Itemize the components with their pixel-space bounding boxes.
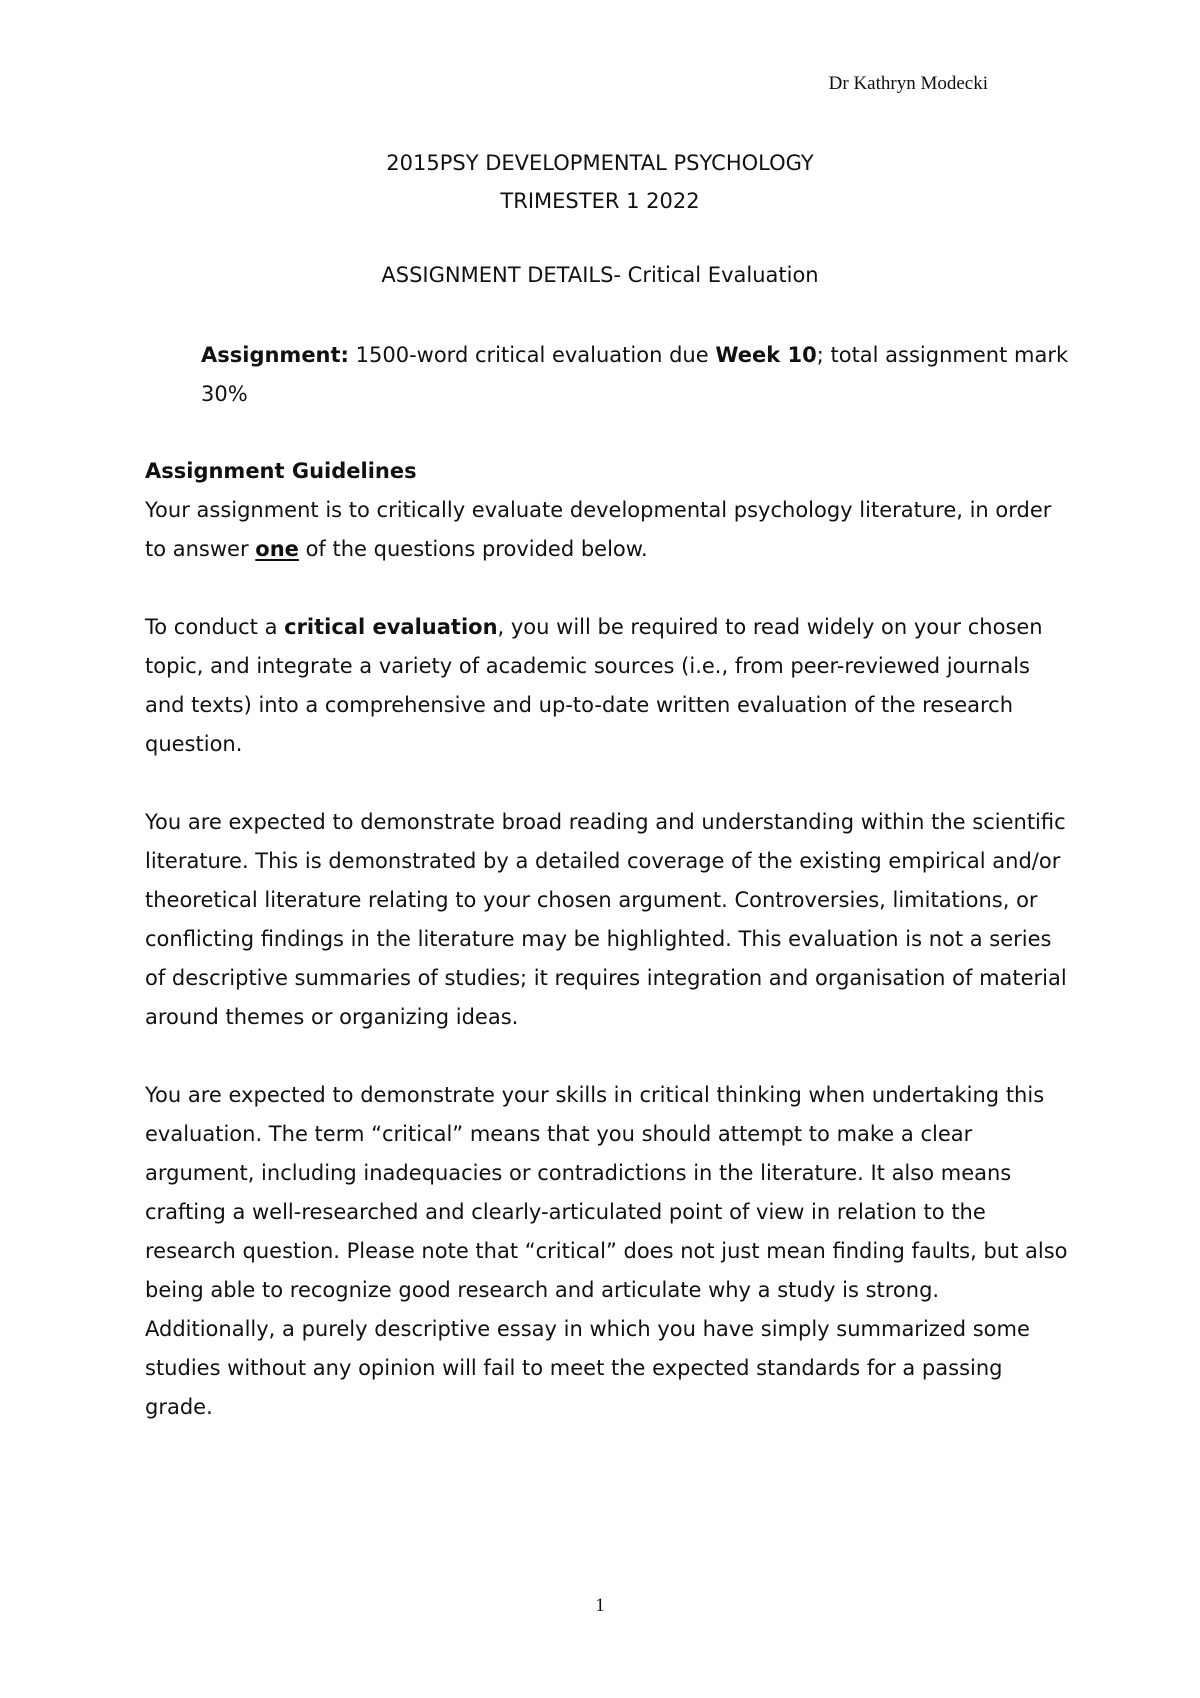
p2-emphasis: critical evaluation: [284, 615, 498, 639]
header-author: Dr Kathryn Modecki: [828, 73, 988, 94]
subtitle-prefix: ASSIGNMENT DETAILS-: [381, 263, 621, 287]
assignment-text-2: ; total assignment mark 30%: [201, 343, 1069, 406]
p2-text-b: , you will be required to read widely on your chosen topic, and integrate a variety of academic sources (i.e., from peer-reviewed journals and texts) into a comprehensive and up-to-date written evaluation of the research question.: [145, 615, 1043, 756]
course-title: 2015PSY DEVELOPMENTAL PSYCHOLOGY: [386, 151, 814, 175]
guidelines-paragraph-4: You are expected to demonstrate your skills in critical thinking when undertaking this evaluation. The term “critical” means that you should attempt to make a clear argument, including inadequacies or contradictions in the literature. It also means crafting a well-researched and clearly-articulated point of view in relation to the research question. Please note that “critical” does not just mean finding faults, but also being able to recognize good research and articulate why a study is strong. Additionally, a purely descriptive essay in which you have simply summarized some studies without any opinion will fail to meet the expected standards for a passing grade.: [145, 1083, 1068, 1419]
guidelines-paragraph-2: [145, 608, 1075, 764]
guidelines-heading: Assignment Guidelines: [145, 459, 417, 483]
p1-emphasis: one: [255, 537, 299, 561]
assignment-summary: [201, 336, 1071, 414]
assignment-subtitle: [0, 260, 1200, 290]
p1-text-a: Your assignment is to critically evaluate developmental psychology literature, in order to answer: [145, 498, 1052, 561]
guidelines-paragraph-1: [145, 491, 1075, 569]
assignment-label: Assignment:: [201, 343, 349, 367]
guidelines-paragraph-3: You are expected to demonstrate broad reading and understanding within the scientific literature. This is demonstrated by a detailed coverage of the existing empirical and/or theoretical literature relating to your chosen argument. Controversies, limitations, or conflicting findings in the literature may be highlighted. This evaluation is not a series of descriptive summaries of studies; it requires integration and organisation of material around themes or organizing ideas.: [145, 810, 1067, 1029]
p2-text-a: To conduct a: [145, 615, 285, 639]
p1-text-b: of the questions provided below.: [298, 537, 648, 561]
page-number: 1: [595, 1595, 605, 1616]
guidelines-section: [145, 452, 1075, 1466]
title-block: [0, 144, 1200, 220]
subtitle-suffix: Critical Evaluation: [621, 263, 819, 287]
assignment-due: Week 10: [715, 343, 817, 367]
assignment-text-1: 1500-word critical evaluation due: [348, 343, 716, 367]
term-title: TRIMESTER 1 2022: [500, 189, 700, 213]
